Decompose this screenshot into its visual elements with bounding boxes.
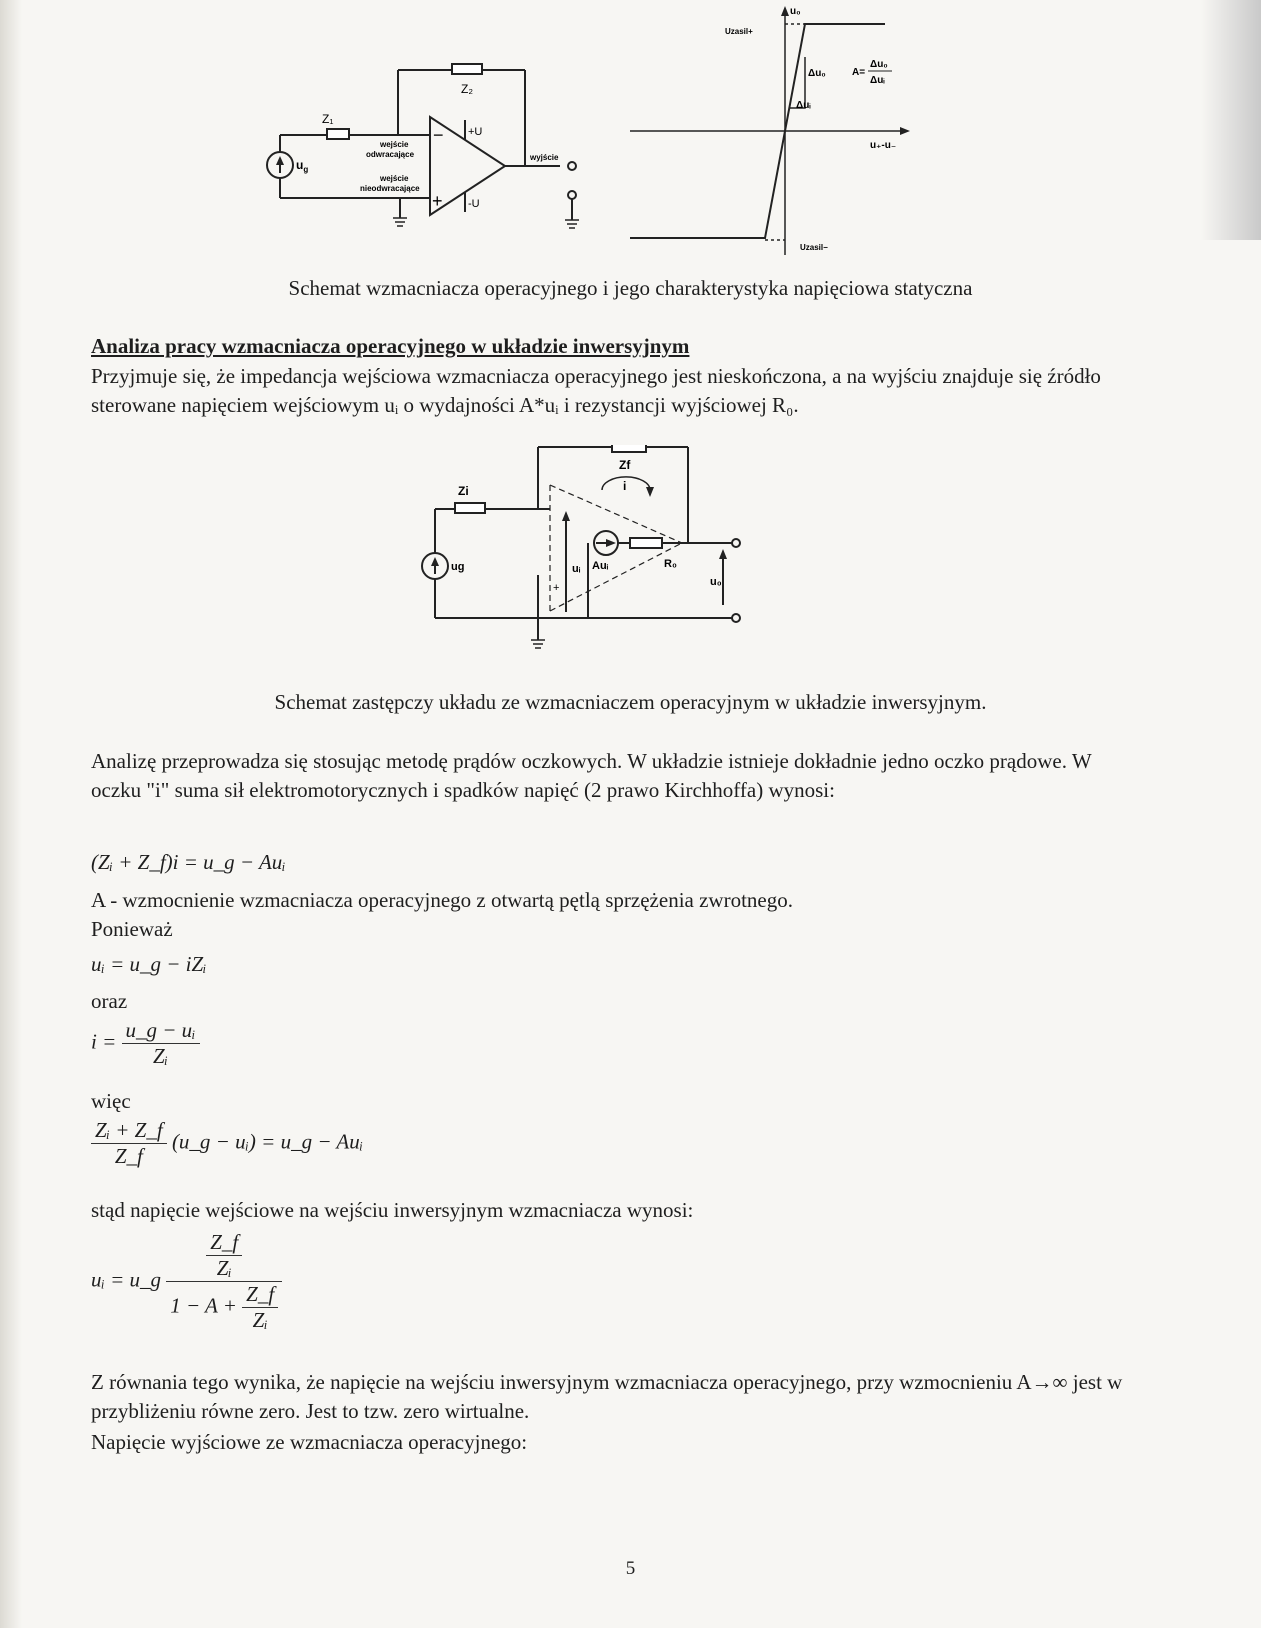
r0-label: R₀ xyxy=(664,558,677,570)
vminus-label: -U xyxy=(468,198,480,210)
paragraph-4: stąd napięcie wejściowe na wejściu inwersyjnym wzmacniacza wynosi: xyxy=(91,1198,694,1222)
eq5-bottom-numerator: Z_f xyxy=(242,1282,278,1308)
figure2-caption: Schemat zastępczy układu ze wzmacniaczem operacyjnym w układzie inwersyjnym. xyxy=(274,690,987,714)
z1-label: Z₁ xyxy=(322,112,334,126)
paragraph-2: Analizę przeprowadza się stosując metodę prądów oczkowych. W układzie istnieje dokładnie jedno oczko prądowe. W oczku "i" suma sił elektromotorycznych i spadków napięć (2 prawo Kirchhoffa) wynosi: xyxy=(91,749,1092,802)
scan-edge xyxy=(0,0,22,1628)
ui-label: uᵢ xyxy=(572,563,581,575)
eq5-top-numerator: Z_f xyxy=(206,1230,242,1256)
equation-4 xyxy=(91,1118,363,1169)
eq3-fraction xyxy=(122,1018,200,1069)
paragraph-5: Z równania tego wynika, że napięcie na wejściu inwersyjnym wzmacniacza operacyjnego, przy wzmocnieniu A→∞ jest w przybliżeniu równe zero. Jest to tzw. zero wirtualne. xyxy=(91,1370,1123,1423)
eq5-lhs: uᵢ = u_g xyxy=(91,1267,161,1292)
gain-numerator: Δu₀ xyxy=(870,59,888,70)
output-label: wyjście xyxy=(530,153,559,162)
eq5-bottom-denominator: Zᵢ xyxy=(252,1308,268,1332)
zi-label: Zi xyxy=(458,484,469,498)
z2-label: Z₂ xyxy=(461,82,473,96)
eq4-fraction xyxy=(91,1118,167,1169)
eq3-numerator: u_g − uᵢ xyxy=(122,1018,200,1044)
eq4-numerator: Zᵢ + Z_f xyxy=(91,1118,167,1144)
eq3-lhs: i = xyxy=(91,1029,117,1054)
eq3-denominator: Zᵢ xyxy=(153,1044,169,1068)
section-heading: Analiza pracy wzmacniacza operacyjnego w układzie inwersyjnym xyxy=(91,334,690,358)
x-axis-label: u₊-u₋ xyxy=(870,140,897,151)
ug-label: ug xyxy=(451,561,465,573)
scan-shadow xyxy=(1201,0,1261,240)
gain-denominator: Δuᵢ xyxy=(870,75,885,86)
delta-ui-label: Δuᵢ xyxy=(796,100,811,111)
usat-minus-label: Uzasil− xyxy=(800,243,828,252)
inverting-label-2: odwracające xyxy=(366,150,415,159)
eq5-top xyxy=(166,1230,282,1282)
plus-input-sign: + xyxy=(432,191,443,211)
delta-uo-label: Δu₀ xyxy=(808,68,826,79)
paragraph-3: A - wzmocnienie wzmacniacza operacyjnego z otwartą pętlą sprzężenia zwrotnego. xyxy=(91,888,793,912)
paragraph-1: Przyjmuje się, że impedancja wejściowa wzmacniacza operacyjnego jest nieskończona, a na wyjściu znajduje się źródło sterowane napięciem wejściowym uᵢ o wydajności A*uᵢ i rezystancji wyjściowej R₀. xyxy=(91,364,1101,417)
noninverting-label-2: nieodwracające xyxy=(360,184,420,193)
equation-3 xyxy=(91,1018,200,1069)
aui-label: Auᵢ xyxy=(592,560,609,572)
equation-5 xyxy=(91,1230,282,1333)
page-number: 5 xyxy=(625,1558,636,1579)
eq5-bottom-fraction xyxy=(242,1282,278,1333)
equivalent-circuit xyxy=(420,445,780,665)
u0-label: u₀ xyxy=(710,576,722,588)
word-oraz: oraz xyxy=(91,989,128,1013)
eq5-top-denominator: Zᵢ xyxy=(216,1256,232,1280)
noninverting-label-1: wejście xyxy=(380,174,409,183)
eq5-bottom xyxy=(166,1282,282,1333)
word-poniewaz: Ponieważ xyxy=(91,917,173,941)
voltage-characteristic-chart xyxy=(630,0,950,265)
minus-input-sign: − xyxy=(433,125,444,145)
plus-sign: + xyxy=(553,582,560,594)
gain-lhs: A= xyxy=(852,67,866,78)
eq5-top-fraction xyxy=(206,1230,242,1281)
eq4-denominator: Z_f xyxy=(114,1144,143,1168)
figure1-caption: Schemat wzmacniacza operacyjnego i jego charakterystyka napięciowa statyczna xyxy=(288,276,973,300)
word-wiec: więc xyxy=(91,1089,131,1113)
eq5-fraction xyxy=(166,1230,282,1333)
inverting-label-1: wejście xyxy=(380,140,409,149)
ug-label: $u_g$ xyxy=(296,158,309,174)
eq5-bottom-text: 1 − A + xyxy=(170,1293,237,1318)
paragraph-6: Napięcie wyjściowe ze wzmacniacza operacyjnego: xyxy=(91,1430,528,1454)
opamp-schematic xyxy=(260,55,620,255)
vplus-label: +U xyxy=(468,126,483,138)
eq4-rhs: (u_g − uᵢ) = u_g − Auᵢ xyxy=(171,1129,364,1154)
equation-1: (Zᵢ + Z_f)i = u_g − Auᵢ xyxy=(91,850,286,874)
equation-2: uᵢ = u_g − iZᵢ xyxy=(91,952,207,976)
usat-plus-label: Uzasil+ xyxy=(725,27,753,36)
y-axis-label: u₀ xyxy=(790,6,801,17)
zf-label: Zf xyxy=(619,458,631,472)
loop-current-label: i xyxy=(623,479,627,493)
